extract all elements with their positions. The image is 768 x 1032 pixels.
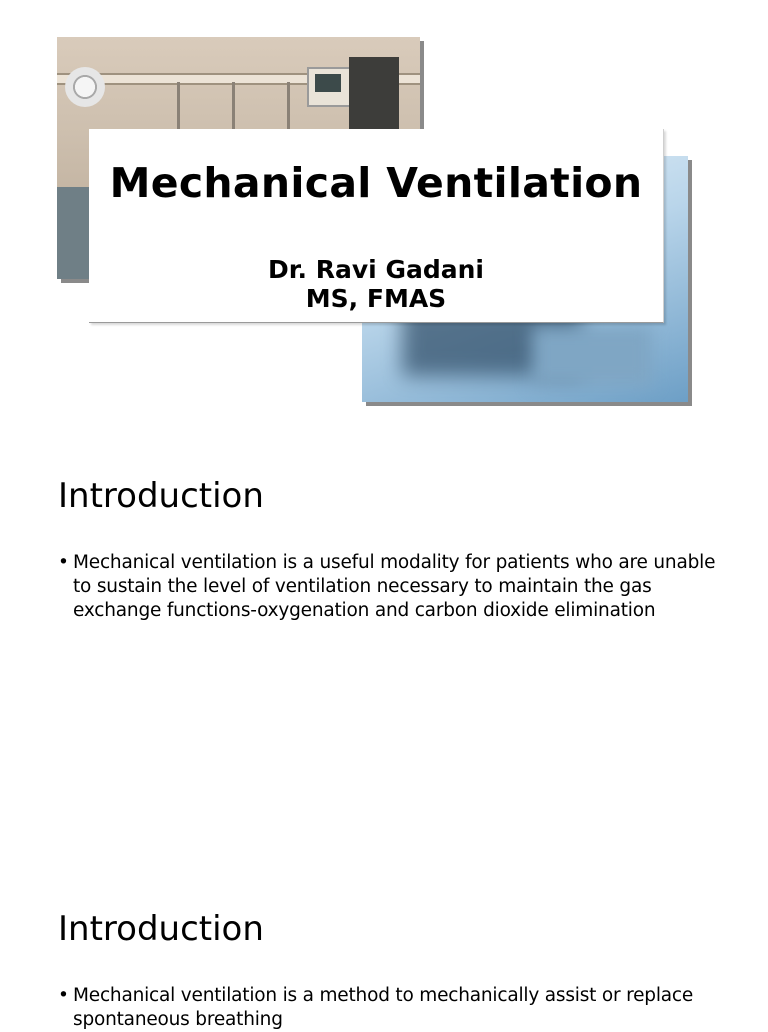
- bullet-point: • Mechanical ventilation is a method to mechanically assist or replace spontaneous breathing: [58, 984, 723, 1032]
- slide-heading: Introduction: [58, 909, 264, 949]
- author-block: [89, 255, 663, 313]
- author-credentials: MS, FMAS: [305, 284, 447, 313]
- slide-heading: Introduction: [58, 476, 264, 516]
- introduction-slide-1: [0, 432, 768, 864]
- author-name: Dr. Ravi Gadani: [268, 255, 484, 284]
- bullet-point: • Mechanical ventilation is a useful modality for patients who are unable to sustain the level of ventilation necessary to maintain the gas exchange functions-oxygenation and carbon dioxide elimination: [58, 551, 723, 623]
- title-slide: [0, 0, 768, 432]
- introduction-slide-2: [0, 864, 768, 1030]
- slide-title: Mechanical Ventilation: [109, 159, 643, 207]
- title-box: [89, 129, 664, 323]
